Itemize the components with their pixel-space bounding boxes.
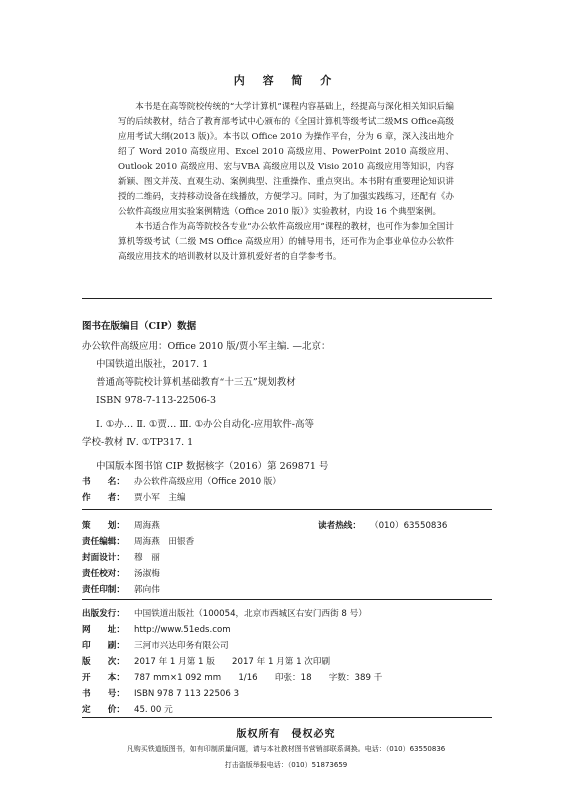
website: http://www.51eds.com: [134, 625, 231, 635]
field-label: 责任印制：: [82, 585, 125, 595]
divider: [82, 599, 492, 600]
summary-paragraph-1: 本书是在高等院校传统的“大学计算机”课程内容基础上，经提高与深化相关知识后编写的后续教材，结合了教育部考试中心颁布的《全国计算机等级考试二级MS Office高级应用考试大纲(2013 版)》。本书以 Office 2010 为操作平台，分为 6 章，深入浅出地介绍了 Word 2010 高级应用、Excel 2010 高级应用、PowerPoint 2010 高级应用、Outlook 2010 高级应用、宏与VBA 高级应用以及 Visio 2010 高级应用等知识，内容新颖、图文并茂、直观生动、案例典型、注重操作、重点突出。本书附有重要理论知识讲授的二维码，支持移动设备在线播放，方便学习。同时，为了加强实践练习，还配有《办公软件高级应用实验案例精选（Office 2010 版）》实验教材，内设 16 个典型案例。: [118, 102, 454, 217]
field-label: 印 刷：: [82, 641, 125, 651]
cip-line: 中国铁道出版社，2017. 1: [96, 359, 209, 370]
field-label: 版 次：: [82, 657, 125, 667]
field-label: 书 号：: [82, 689, 125, 699]
divider: [82, 717, 492, 718]
cip-line: 学校-教材 Ⅳ. ①TP317. 1: [82, 437, 194, 448]
author-row: [82, 491, 186, 503]
cip-data-number: 中国版本图书馆 CIP 数据核字（2016）第 269871 号: [96, 461, 329, 472]
isbn-row: [82, 687, 239, 699]
field-label: 定 价：: [82, 705, 125, 715]
edition: 2017 年 1 月第 1 版 2017 年 1 月第 1 次印刷: [134, 657, 331, 667]
planner: 周海燕: [134, 521, 160, 531]
editor-row: [82, 535, 194, 547]
cip-line: ISBN 978-7-113-22506-3: [96, 395, 216, 406]
divider: [82, 298, 492, 299]
divider: [82, 509, 492, 510]
reader-hotline-row: [318, 519, 447, 531]
proofreader-row: [82, 567, 160, 579]
publisher: 中国铁道出版社（100054，北京市西城区右安门西街 8 号）: [134, 609, 367, 619]
isbn: ISBN 978 7 113 22506 3: [134, 689, 240, 699]
printing-supervisor-row: [82, 583, 160, 595]
proofreader: 汤淑梅: [134, 569, 160, 579]
author: 贾小军 主编: [134, 493, 186, 503]
book-title-row: [82, 475, 281, 487]
field-label: 网 址：: [82, 625, 125, 635]
printing-supervisor: 郭向伟: [134, 585, 160, 595]
copyright-notice: 版权所有 侵权必究: [236, 729, 336, 740]
cip-block: [82, 338, 330, 476]
printer: 三河市兴达印务有限公司: [134, 641, 229, 651]
cip-line: 办公软件高级应用：Office 2010 版/贾小军主编. —北京：: [82, 341, 331, 352]
book-title: 办公软件高级应用（Office 2010 版）: [134, 477, 281, 487]
cover-designer: 穆 丽: [134, 553, 160, 563]
field-label: 读者热线：: [318, 521, 361, 531]
format: 787 mm×1 092 mm 1/16 印张：18 字数：389 千: [134, 673, 383, 683]
field-label: 开 本：: [82, 673, 125, 683]
cip-line: Ⅰ. ①办… Ⅱ. ①贾… Ⅲ. ①办公自动化-应用软件-高等: [96, 419, 314, 430]
field-label: 策 划：: [82, 521, 125, 531]
anti-piracy-hotline: 打击盗版举报电话：（010）51873659: [224, 761, 348, 769]
cip-heading: 图书在版编目（CIP）数据: [82, 321, 197, 332]
format-row: [82, 671, 382, 683]
reader-hotline: （010）63550836: [370, 521, 448, 531]
publisher-row: [82, 607, 367, 619]
price: 45. 00 元: [134, 705, 173, 715]
field-label: 封面设计：: [82, 553, 125, 563]
printer-row: [82, 639, 229, 651]
cip-line: 普通高等院校计算机基础教育“十三五”规划教材: [96, 377, 296, 388]
field-label: 出版发行：: [82, 609, 125, 619]
field-label: 作 者：: [82, 493, 125, 503]
field-label: 书 名：: [82, 477, 125, 487]
price-row: [82, 703, 173, 715]
editors: 周海燕 田银香: [134, 537, 195, 547]
page-title: 内 容 简 介: [233, 74, 339, 87]
field-label: 责任编辑：: [82, 537, 125, 547]
quality-contact-note: 凡购买铁道版图书，如有印制质量问题，请与本社教材图书营销部联系调换。电话：（010）63550836: [126, 745, 446, 753]
cover-design-row: [82, 551, 160, 563]
field-label: 责任校对：: [82, 569, 125, 579]
content-summary: [118, 100, 454, 265]
planner-row: [82, 519, 160, 531]
summary-paragraph-2: 本书适合作为高等院校各专业“办公软件高级应用”课程的教材，也可作为参加全国计算机等级考试（二级 MS Office 高级应用）的辅导用书，还可作为企事业单位办公软件高级应用技术的培训教材以及计算机爱好者的自学参考书。: [118, 222, 454, 262]
edition-row: [82, 655, 330, 667]
website-row: [82, 623, 231, 635]
